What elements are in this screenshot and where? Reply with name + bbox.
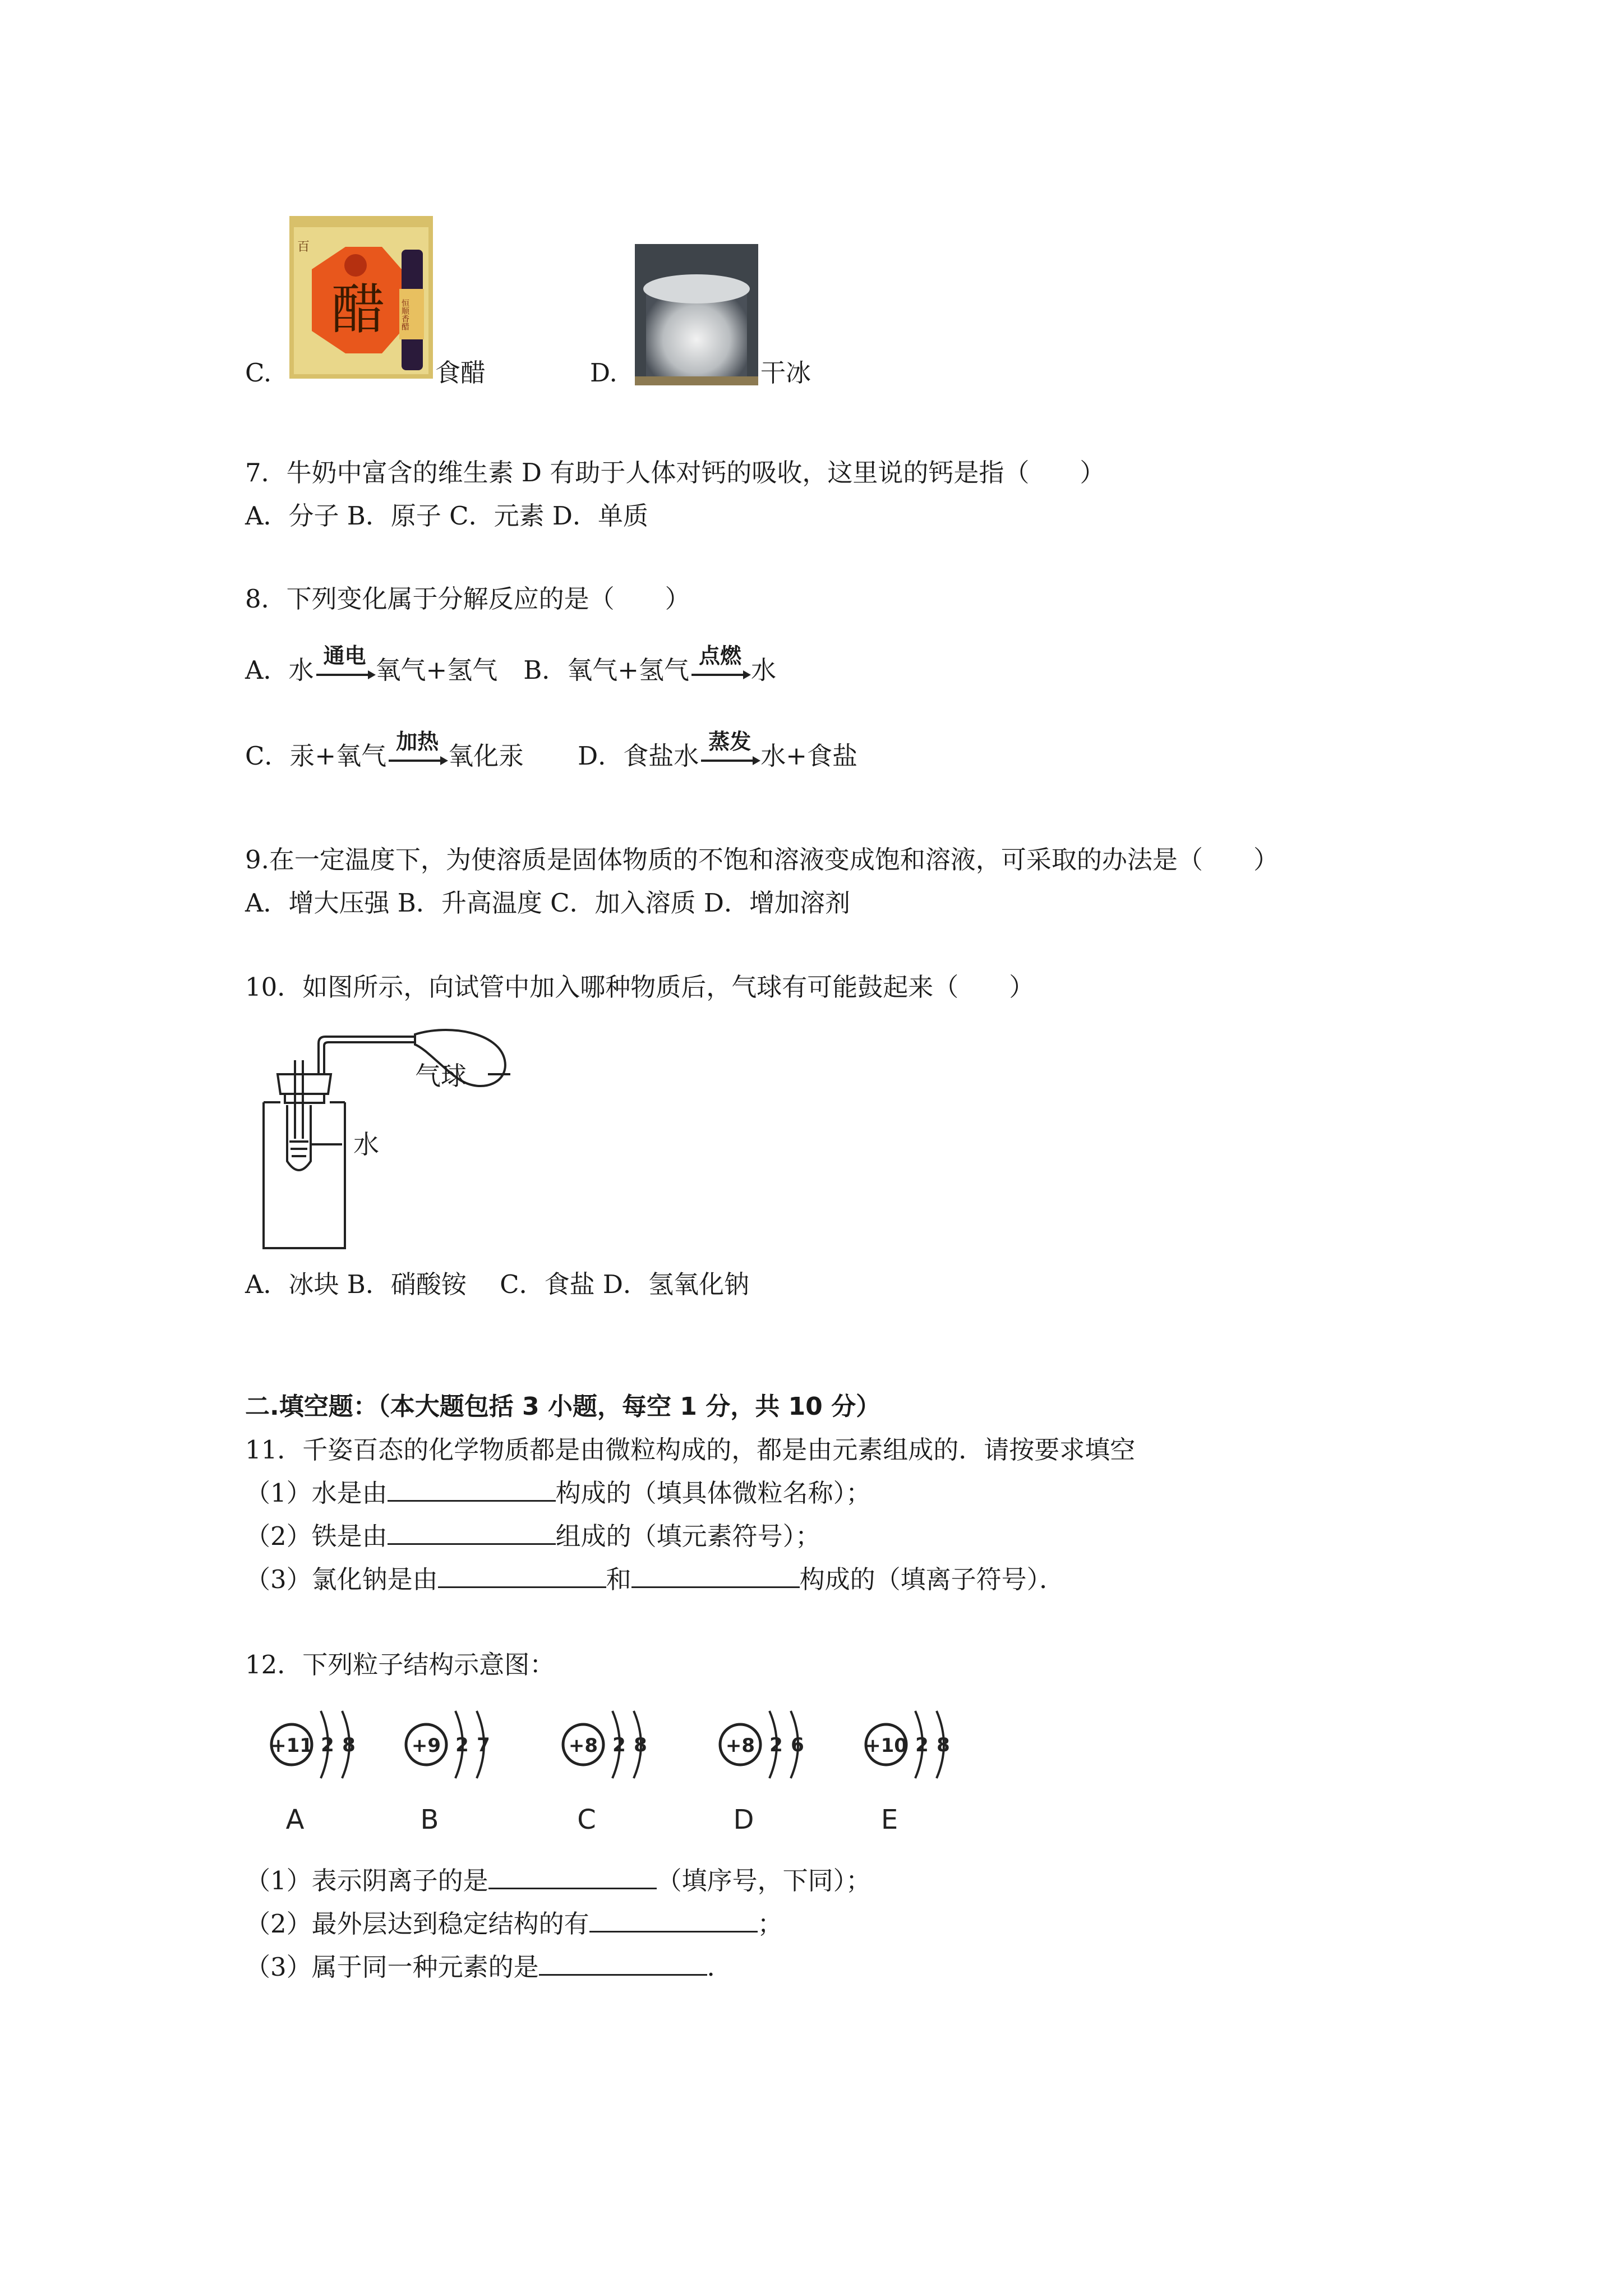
electron-count-D-2: 6: [791, 1734, 804, 1756]
q9-stem: 9.在一定温度下，为使溶质是固体物质的不饱和溶液变成饱和溶液，可采取的办法是（ ）: [245, 845, 1279, 875]
electron-count-C-1: 2: [612, 1734, 626, 1756]
particle-letter-D: D: [733, 1804, 754, 1835]
q12-p2-suffix: ；: [757, 1909, 783, 1939]
q8-row-cd: [245, 729, 857, 772]
electron-count-A-2: 8: [342, 1734, 356, 1756]
dry-ice-image: [635, 244, 758, 385]
q6-option-d-letter: D.: [590, 358, 617, 388]
balloon-label: 气球: [415, 1061, 467, 1091]
q11-p1-answer-blank[interactable]: [388, 1478, 556, 1502]
q8-b-reactants: B．氧气+氢气: [523, 655, 689, 685]
q12-p1-answer-blank[interactable]: [488, 1865, 657, 1889]
q11-p3-prefix: （3）氯化钠是由: [245, 1565, 438, 1594]
q7-options: A．分子 B．原子 C．元素 D．单质: [245, 501, 648, 531]
q8-b-condition: 点燃: [698, 643, 741, 668]
q11-part-3: [245, 1564, 1064, 1595]
q11-p3-middle: 和: [606, 1565, 631, 1594]
q8-stem: 8．下列变化属于分解反应的是（ ）: [245, 584, 690, 614]
electron-count-B-2: 7: [477, 1734, 490, 1756]
electron-count-B-1: 2: [455, 1734, 469, 1756]
q8-b-arrow: [689, 643, 751, 686]
q11-p3-answer-blank-2[interactable]: [631, 1564, 800, 1588]
q11-part-1: [245, 1478, 871, 1509]
q8-c-products: 氧化汞: [448, 741, 524, 771]
q12-p3-suffix: ．: [707, 1952, 732, 1982]
nucleus-charge-A: +11: [270, 1734, 313, 1757]
q8-d-arrow: [699, 729, 760, 772]
q6-option-d-label: 干冰: [760, 358, 811, 388]
box-corner-mark: 百: [297, 240, 310, 254]
particle-letter-C: C: [577, 1804, 596, 1835]
q8-a-products: 氧气+氢气: [375, 655, 498, 685]
q10-options: A．冰块 B．硝酸铵 C．食盐 D．氢氧化钠: [245, 1269, 749, 1299]
electron-count-E-1: 2: [915, 1734, 929, 1756]
q6-option-c-label: 食醋: [435, 358, 486, 388]
q8-row-ab: [245, 643, 777, 686]
q11-p2-suffix: 组成的（填元素符号）；: [555, 1521, 821, 1551]
q8-c-arrow: [386, 729, 448, 772]
q12-p3-answer-blank[interactable]: [539, 1952, 707, 1976]
q8-d-products: 水+食盐: [760, 741, 857, 771]
vinegar-image: [289, 216, 433, 379]
section-2-heading: 二.填空题：（本大题包括 3 小题，每空 1 分，共 10 分）: [245, 1392, 881, 1421]
q11-p1-prefix: （1）水是由: [245, 1478, 388, 1508]
q12-part-1: [245, 1865, 871, 1897]
q11-p2-answer-blank[interactable]: [388, 1521, 556, 1545]
q11-stem: 11．千姿百态的化学物质都是由微粒构成的，都是由元素组成的．请按要求填空: [245, 1435, 1136, 1465]
nucleus-charge-D: +8: [725, 1734, 755, 1757]
q8-b-products: 水: [751, 655, 777, 685]
water-label: 水: [353, 1129, 379, 1159]
nucleus-charge-C: +8: [568, 1734, 598, 1757]
q12-p2-prefix: （2）最外层达到稳定结构的有: [245, 1909, 589, 1939]
q12-p1-suffix: （填序号，下同）；: [656, 1866, 872, 1895]
particle-structure-diagrams: [247, 1694, 976, 1840]
q8-c-reactants: C．汞+氧气: [245, 741, 387, 771]
q6-option-c-letter: C.: [245, 358, 272, 388]
electron-count-E-2: 8: [937, 1734, 950, 1756]
q12-stem: 12．下列粒子结构示意图：: [245, 1650, 555, 1680]
q11-p3-answer-blank-1[interactable]: [438, 1564, 606, 1588]
balloon-apparatus-diagram: [247, 1027, 538, 1257]
q8-d-condition: 蒸发: [708, 729, 751, 754]
q9-options: A．增大压强 B．升高温度 C．加入溶质 D．增加溶剂: [245, 888, 850, 918]
q12-p3-prefix: （3）属于同一种元素的是: [245, 1952, 539, 1982]
electron-count-D-1: 2: [769, 1734, 783, 1756]
q10-stem: 10．如图所示，向试管中加入哪种物质后，气球有可能鼓起来（ ）: [245, 972, 1035, 1002]
q8-a-reactants: A．水: [245, 655, 314, 685]
q8-a-condition: 通电: [323, 643, 366, 668]
q11-p2-prefix: （2）铁是由: [245, 1521, 388, 1551]
q8-a-arrow: [314, 643, 376, 686]
particle-letter-A: A: [285, 1804, 305, 1835]
vinegar-box-character: 醋: [331, 278, 385, 341]
q11-p3-suffix: 构成的（填离子符号）．: [799, 1565, 1065, 1594]
electron-count-A-1: 2: [321, 1734, 334, 1756]
q12-part-3: [245, 1952, 732, 1983]
nucleus-charge-B: +9: [411, 1734, 441, 1757]
nucleus-charge-E: +10: [865, 1734, 907, 1757]
q12-p2-answer-blank[interactable]: [589, 1908, 758, 1932]
q12-part-2: [245, 1908, 783, 1940]
particle-letter-B: B: [420, 1804, 439, 1835]
particle-diagram-svg: [247, 1694, 976, 1840]
q11-p1-suffix: 构成的（填具体微粒名称）；: [555, 1478, 872, 1508]
q7-stem: 7．牛奶中富含的维生素 D 有助于人体对钙的吸收，这里说的钙是指（ ）: [245, 458, 1105, 487]
q12-p1-prefix: （1）表示阴离子的是: [245, 1866, 488, 1895]
particle-letter-E: E: [880, 1804, 898, 1835]
electron-count-C-2: 8: [634, 1734, 647, 1756]
q8-c-condition: 加热: [396, 729, 439, 754]
q11-part-2: [245, 1521, 820, 1552]
q8-d-reactants: D．食盐水: [578, 741, 699, 771]
bottle-label: 恒顺香醋: [400, 299, 409, 330]
